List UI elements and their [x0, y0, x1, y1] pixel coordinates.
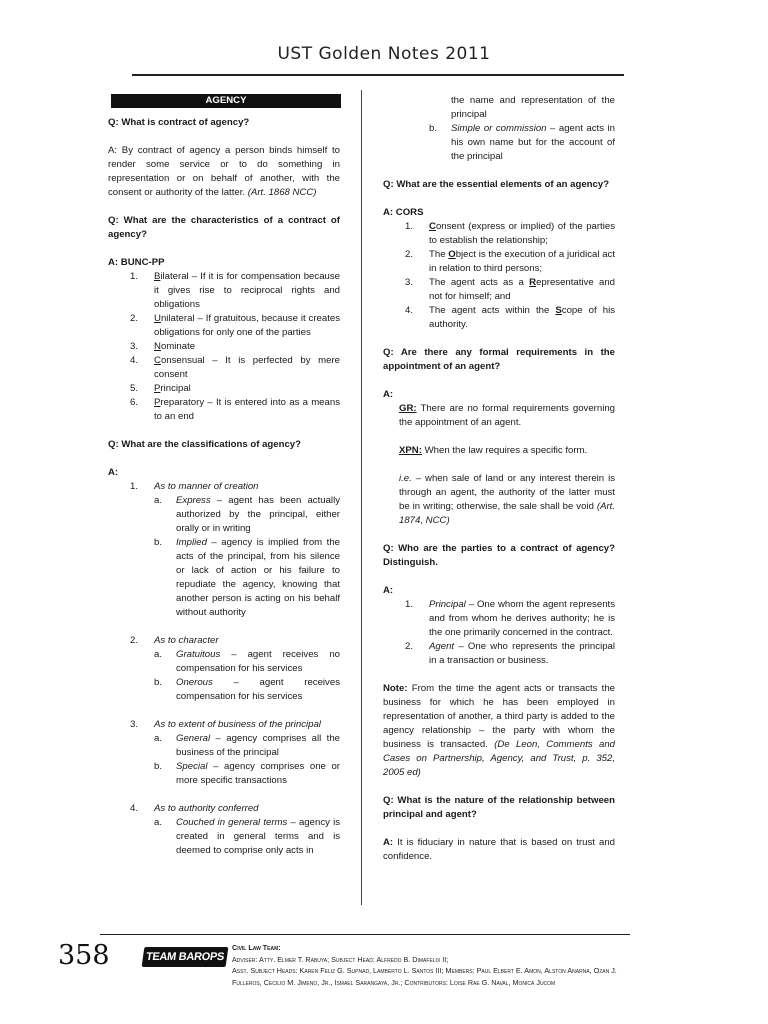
item-text: – agency comprises one or more specific transactions [176, 761, 340, 786]
item-number: 2. [405, 249, 414, 260]
item-term: General [176, 733, 211, 744]
characteristic-item [108, 270, 340, 312]
item-text: cope of his authority. [429, 305, 615, 330]
item-term: Couched in general terms [176, 817, 288, 828]
item-term: Special [176, 761, 208, 772]
item-number: 4. [130, 803, 139, 814]
party-item [383, 640, 615, 668]
credits-line: Adviser: Atty. Elmer T. Rabuya; Subject Head: Alfredo B. Dimafelix II; [232, 954, 449, 964]
question-nature-of-relationship: Q: What is the nature of the relationship between principal and agent? [383, 795, 615, 820]
right-column [383, 94, 615, 864]
item-text: rincipal [160, 383, 191, 394]
mnemonic-letter: C [154, 355, 161, 366]
classification-item-simple: b. Simple or commission – agent acts in his own name but for the account of the principal [429, 123, 615, 162]
classification-title: As to manner of creation [154, 481, 259, 492]
item-number: 4. [405, 305, 414, 316]
parties-list [383, 598, 615, 668]
classification-title: As to extent of business of the principal [154, 719, 321, 730]
item-number: 3. [130, 719, 139, 730]
mnemonic-letter: O [448, 249, 456, 260]
item-term: Express [176, 495, 211, 506]
footer-rule [100, 934, 630, 935]
classification-heading [108, 634, 340, 648]
item-term: Onerous [176, 677, 213, 688]
item-term: Agent [429, 641, 455, 652]
example-note: i.e. – when sale of land or any interest therein is through an agent, the authority of the latter must be in writing; otherwise, the sale shall be void (Art. 1874, NCC) [399, 473, 615, 526]
item-number: 1. [130, 271, 139, 282]
item-text: bject is the execution of a juridical act in relation to third persons; [429, 249, 615, 274]
question-classifications: Q: What are the classifications of agency? [108, 439, 301, 450]
credits-line: Fulleros, Cecilio M. Jimeno, Jr., Ismael Sarangaya, Jr.; Contributors: Loise Rae G. Naval, Monica Jucom [232, 977, 556, 987]
mnemonic-letter: U [154, 313, 161, 324]
item-text: epresentative and not for himself; and [429, 277, 615, 302]
elements-list [383, 220, 615, 332]
classification-title: As to character [154, 635, 219, 646]
item-text: – One whom the agent represents and from whom he derives authority; he is the one primarily concerned in the contract. [429, 599, 615, 638]
item-term: Gratuitous [176, 649, 221, 660]
item-text: – agency is implied from the acts of the principal, from his silence or lack of action or his failure to repudiate the agency, knowing that another person is acting on his behalf without authority [176, 537, 340, 618]
element-item [383, 304, 615, 332]
item-number: 5. [130, 383, 139, 394]
classification-item [108, 494, 340, 536]
item-letter: a. [154, 495, 163, 506]
item-number: 3. [130, 341, 139, 352]
mnemonic-letter: P [154, 383, 161, 394]
classification-item [108, 648, 340, 676]
characteristics-list [108, 270, 340, 424]
mnemonic-letter: C [429, 221, 436, 232]
credits-line: Civil Law Team: [232, 943, 281, 952]
item-text: – agency comprises all the business of the principal [176, 733, 340, 758]
exception: XPN: When the law requires a specific form. [399, 445, 588, 456]
characteristic-item [108, 340, 340, 354]
item-text: ilateral – If it is for compensation because it gives rise to reciprocal rights and obligations [154, 271, 340, 310]
element-item [383, 276, 615, 304]
answer-label-cors: A: CORS [383, 207, 424, 218]
answer-label: A: [383, 585, 394, 596]
classifications-list [108, 480, 340, 858]
team-barops-logo: TEAM BAROPS [142, 947, 229, 967]
running-header: UST Golden Notes 2011 [277, 44, 491, 64]
element-item [383, 248, 615, 276]
question-characteristics: Q: What are the characteristics of a contract of agency? [108, 215, 340, 240]
header-rule [132, 74, 624, 76]
classification-heading [108, 480, 340, 494]
classification-item [108, 816, 340, 858]
item-text: The agent acts as a [429, 277, 530, 288]
item-letter: b. [154, 537, 163, 548]
classification-item [108, 676, 340, 704]
answer-contract-of-agency: A: By contract of agency a person binds himself to render some service or to do something in representation or on behalf of another, with the consent or authority of the latter. (Art. 1868 NCC) [108, 145, 340, 198]
mnemonic-letter: P [154, 397, 161, 408]
item-text: ominate [160, 341, 196, 352]
item-text: – One who represents the principal in a transaction or business. [429, 641, 615, 666]
characteristic-item [108, 382, 340, 396]
note-paragraph: Note: From the time the agent acts or transacts the business for which he has been employed in representation of another, a third party is added to the agency relationship – the party with whom the business is transacted. (De Leon, Comments and Cases on Partnership, Agency, and Trust, p. 352, 2005 ed) [383, 683, 615, 778]
question-essential-elements: Q: What are the essential elements of an agency? [383, 179, 610, 190]
item-text: reparatory – It is entered into as a means to an end [154, 397, 340, 422]
party-item [383, 598, 615, 640]
item-letter: a. [154, 649, 163, 660]
mnemonic-letter: R [529, 277, 537, 288]
item-number: 1. [405, 221, 414, 232]
item-number: 2. [130, 635, 139, 646]
item-text: nilateral – If gratuitous, because it creates obligations for only one of the parties [154, 313, 340, 338]
item-term: Implied [176, 537, 207, 548]
item-number: 1. [130, 481, 139, 492]
general-rule: GR: There are no formal requirements governing the appointment of an agent. [399, 403, 615, 428]
item-text: – agent receives compensation for his services [176, 677, 340, 702]
item-text: The [429, 249, 449, 260]
mnemonic-letter: N [154, 341, 161, 352]
characteristic-item [108, 396, 340, 424]
team-credits [232, 942, 642, 988]
answer-nature-of-relationship: A: It is fiduciary in nature that is based on trust and confidence. [383, 837, 615, 862]
classification-item [108, 760, 340, 788]
item-number: 2. [130, 313, 139, 324]
item-number: 1. [405, 599, 414, 610]
classification-heading [108, 718, 340, 732]
question-parties: Q: Who are the parties to a contract of agency? Distinguish. [383, 543, 615, 568]
characteristic-item [108, 312, 340, 340]
item-term: Principal [429, 599, 466, 610]
mnemonic-letter: B [154, 271, 161, 282]
answer-label-bunc-pp: A: BUNC-PP [108, 257, 165, 268]
page-number: 358 [58, 940, 110, 971]
item-number: 6. [130, 397, 139, 408]
item-text: The agent acts within the [429, 305, 556, 316]
continued-text: the name and representation of the principal [451, 95, 615, 120]
item-letter: b. [154, 677, 163, 688]
item-number: 4. [130, 355, 139, 366]
answer-label: A: [108, 467, 119, 478]
item-letter: a. [154, 817, 163, 828]
credits-line: Asst. Subject Heads: Karen Feliz G. Supnad, Lamberto L. Santos III; Members: Paul Elbert E. Amon, Alston Anarna, Ozan J. [232, 966, 617, 975]
item-text: – agent receives no compensation for his services [176, 649, 340, 674]
characteristic-item [108, 354, 340, 382]
item-letter: a. [154, 733, 163, 744]
element-item [383, 220, 615, 248]
classification-item [108, 732, 340, 760]
item-number: 2. [405, 641, 414, 652]
left-column [108, 94, 340, 858]
section-banner: AGENCY [111, 94, 341, 108]
classification-item [108, 536, 340, 620]
mnemonic-letter: S [555, 305, 562, 316]
item-text: onsent (express or implied) of the parties to establish the relationship; [429, 221, 615, 246]
column-divider [361, 90, 362, 905]
item-number: 3. [405, 277, 414, 288]
classification-heading [108, 802, 340, 816]
classification-title: As to authority conferred [154, 803, 259, 814]
item-text: – agency is created in general terms and is deemed to comprise only acts in [176, 817, 340, 856]
question-formal-requirements: Q: Are there any formal requirements in the appointment of an agent? [383, 347, 615, 372]
question-contract-of-agency: Q: What is contract of agency? [108, 117, 250, 128]
item-text: onsensual – It is perfected by mere consent [154, 355, 340, 380]
item-letter: b. [154, 761, 163, 772]
answer-label: A: [383, 389, 394, 400]
item-text: – agent has been actually authorized by the principal, either orally or in writing [176, 495, 340, 534]
